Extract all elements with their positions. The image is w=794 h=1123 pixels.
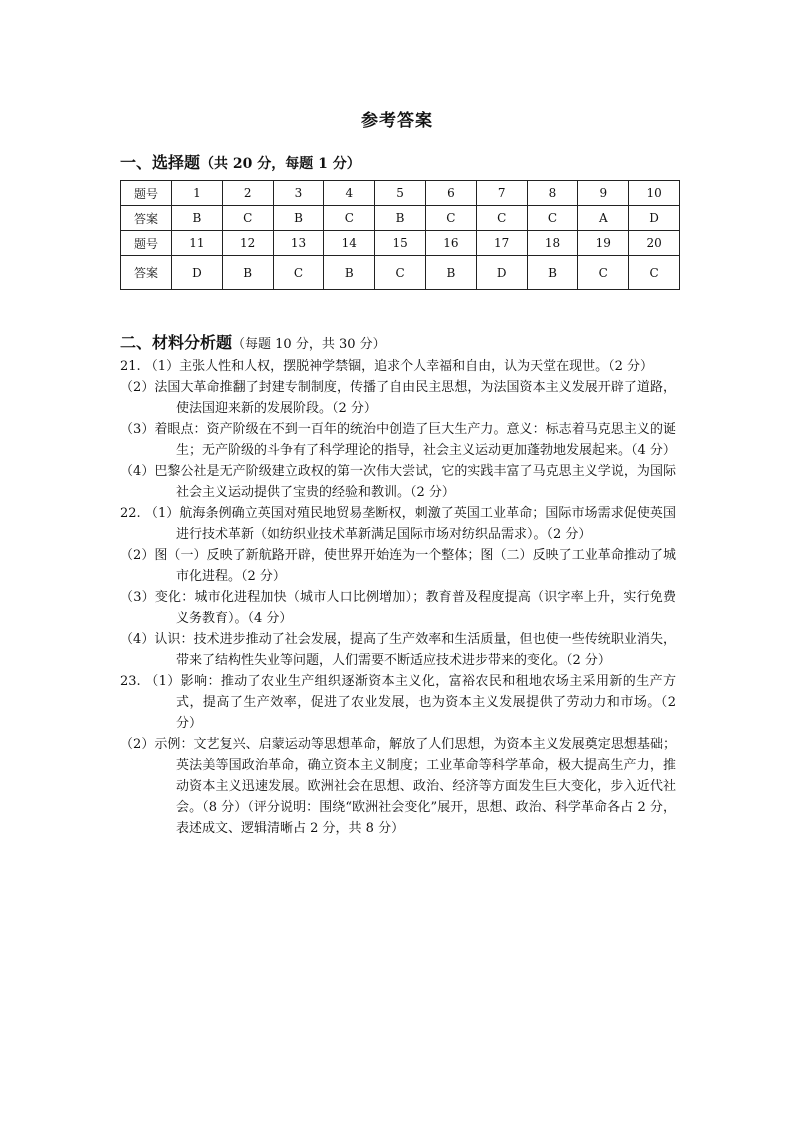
table-cell: B <box>273 206 324 231</box>
answer-body <box>120 356 676 839</box>
table-cell: A <box>578 206 629 231</box>
table-cell: 3 <box>273 181 324 206</box>
row-label: 答案 <box>121 206 172 231</box>
table-cell: 9 <box>578 181 629 206</box>
table-cell: 8 <box>527 181 578 206</box>
answer-item: （3）着眼点：资产阶级在不到一百年的统治中创造了巨大生产力。意义：标志着马克思主义的诞生；无产阶级的斗争有了科学理论的指导，社会主义运动更加蓬勃地发展起来。（4 分） <box>120 422 676 458</box>
table-cell: B <box>375 206 426 231</box>
table-cell: C <box>222 206 273 231</box>
table-cell: B <box>527 256 578 290</box>
answer-item: 22. （1）航海条例确立英国对殖民地贸易垄断权，刺激了英国工业革命；国际市场需求促使英国进行技术革新（如纺织业技术革新满足国际市场对纺织品需求）。（2 分） <box>120 506 676 542</box>
answer-item: （3）变化：城市化进程加快（城市人口比例增加）；教育普及程度提高（识字率上升，实行免费义务教育）。（4 分） <box>120 590 676 626</box>
table-cell: 1 <box>172 181 223 206</box>
table-row <box>121 231 680 256</box>
section2-title: 二、材料分析题 <box>120 333 233 352</box>
table-row <box>121 206 680 231</box>
answer-item: （4）巴黎公社是无产阶级建立政权的第一次伟大尝试，它的实践丰富了马克思主义学说，为国际社会主义运动提供了宝贵的经验和教训。（2 分） <box>120 464 676 500</box>
row-label: 答案 <box>121 256 172 290</box>
section1-heading <box>120 150 361 173</box>
table-cell: C <box>375 256 426 290</box>
table-cell: C <box>578 256 629 290</box>
answer-item: （4）认识：技术进步推动了社会发展，提高了生产效率和生活质量，但也使一些传统职业消失，带来了结构性失业等问题，人们需要不断适应技术进步带来的变化。（2 分） <box>120 632 676 668</box>
table-cell: 4 <box>324 181 375 206</box>
table-cell: 18 <box>527 231 578 256</box>
table-cell: 5 <box>375 181 426 206</box>
table-cell: C <box>273 256 324 290</box>
table-cell: D <box>172 256 223 290</box>
table-cell: C <box>527 206 578 231</box>
table-cell: 11 <box>172 231 223 256</box>
table-row <box>121 181 680 206</box>
table-cell: B <box>222 256 273 290</box>
table-cell: 17 <box>476 231 527 256</box>
answer-item: 23. （1）影响：推动了农业生产组织逐渐资本主义化，富裕农民和租地农场主采用新的生产方式，提高了生产效率，促进了农业发展，也为资本主义发展提供了劳动力和市场。（2 分） <box>120 674 676 731</box>
table-cell: C <box>629 256 680 290</box>
section2-note: （每题 10 分，共 30 分） <box>232 337 386 352</box>
table-cell: 10 <box>629 181 680 206</box>
table-cell: 7 <box>476 181 527 206</box>
table-cell: D <box>476 256 527 290</box>
answer-table <box>120 180 680 290</box>
answer-item: （2）图（一）反映了新航路开辟，使世界开始连为一个整体；图（二）反映了工业革命推动了城市化进程。（2 分） <box>120 548 676 584</box>
section1-title: 一、选择题 <box>120 153 201 172</box>
table-cell: D <box>629 206 680 231</box>
table-cell: 12 <box>222 231 273 256</box>
table-cell: 6 <box>425 181 476 206</box>
table-cell: 15 <box>375 231 426 256</box>
table-row <box>121 256 680 290</box>
table-cell: C <box>425 206 476 231</box>
table-cell: 16 <box>425 231 476 256</box>
table-cell: 19 <box>578 231 629 256</box>
section1-note: （共 20 分，每题 1 分） <box>200 156 361 172</box>
table-cell: 20 <box>629 231 680 256</box>
table-cell: C <box>324 206 375 231</box>
table-cell: B <box>324 256 375 290</box>
row-label: 题号 <box>121 181 172 206</box>
table-cell: 14 <box>324 231 375 256</box>
table-cell: B <box>172 206 223 231</box>
section2-heading <box>120 330 386 353</box>
answer-item: （2）示例：文艺复兴、启蒙运动等思想革命，解放了人们思想，为资本主义发展奠定思想基础；英法美等国政治革命，确立资本主义制度；工业革命等科学革命，极大提高生产力，推动资本主义迅速发展。欧洲社会在思想、政治、经济等方面发生巨大变化，步入近代社会。（8 分）（评分说明：围绕“欧洲社会变化”展开，思想、政治、科学革命各占 2 分，表述成文、逻辑清晰占 2 分，共 8 分） <box>120 737 676 836</box>
table-cell: C <box>476 206 527 231</box>
answer-item: （2）法国大革命推翻了封建专制制度，传播了自由民主思想，为法国资本主义发展开辟了道路，使法国迎来新的发展阶段。（2 分） <box>120 380 676 416</box>
answer-item: 21. （1）主张人性和人权，摆脱神学禁锢，追求个人幸福和自由，认为天堂在现世。（2 分） <box>120 359 653 374</box>
table-cell: 13 <box>273 231 324 256</box>
table-cell: 2 <box>222 181 273 206</box>
row-label: 题号 <box>121 231 172 256</box>
table-cell: B <box>425 256 476 290</box>
page-title: 参考答案 <box>361 111 433 131</box>
